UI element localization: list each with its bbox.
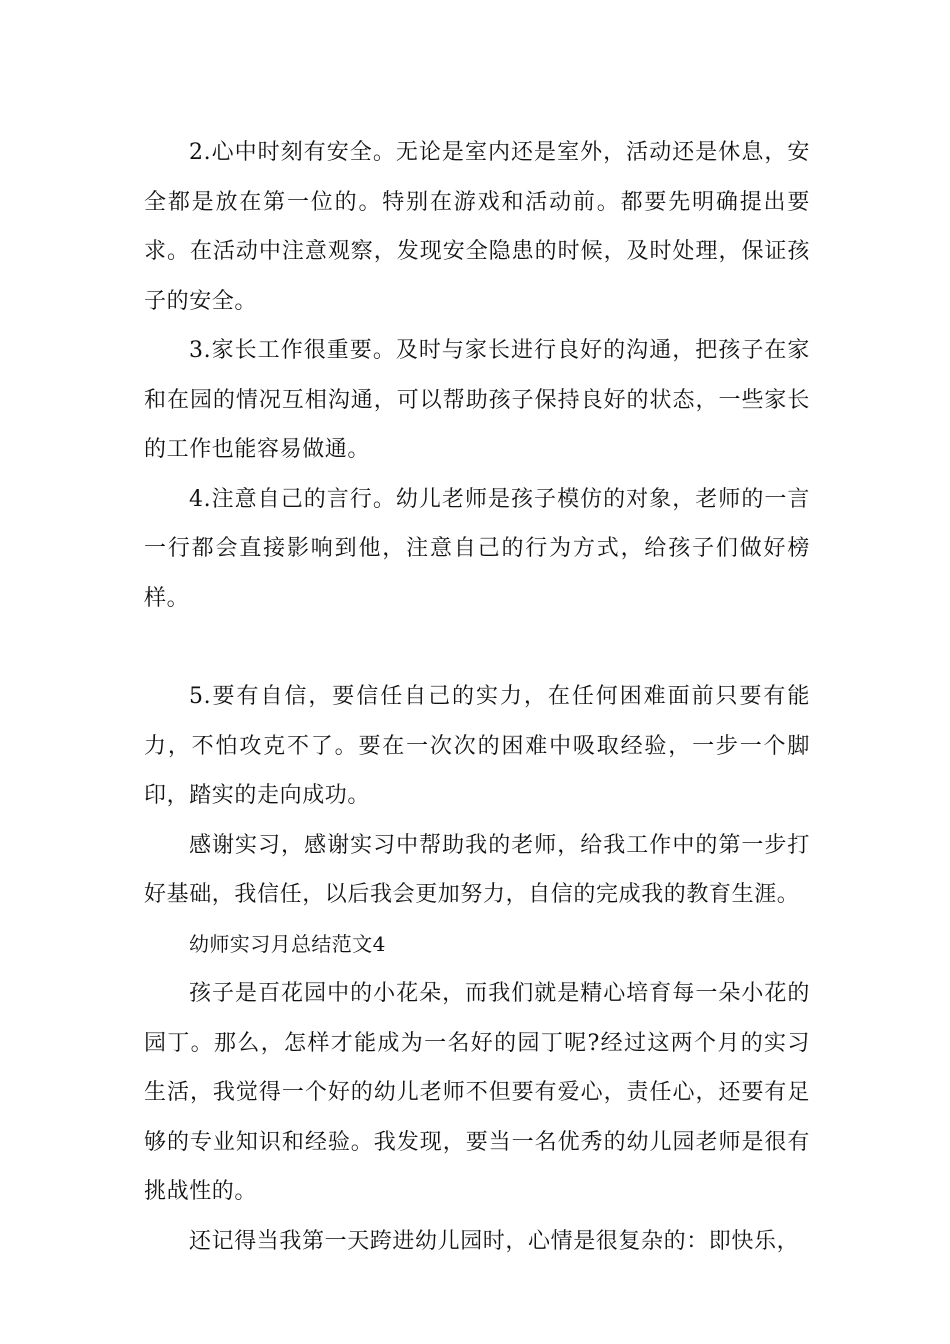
paragraph-gardener: 孩子是百花园中的小花朵，而我们就是精心培育每一朵小花的园丁。那么，怎样才能成为一名好的园丁呢?经过这两个月的实习生活，我觉得一个好的幼儿老师不但要有爱心，责任心，还要有足够的专业知识和经验。我发现，要当一名优秀的幼儿园老师是很有挑战性的。 xyxy=(144,981,810,1204)
paragraph-conduct: 4.注意自己的言行。幼儿老师是孩子模仿的对象，老师的一言一行都会直接影响到他，注意自己的行为方式，给孩子们做好榜样。 xyxy=(144,486,810,611)
section-heading: 幼师实习月总结范文4 xyxy=(189,931,386,956)
paragraph-spacer xyxy=(144,623,810,672)
paragraph-thanks: 感谢实习，感谢实习中帮助我的老师，给我工作中的第一步打好基础，我信任，以后我会更加努力，自信的完成我的教育生涯。 xyxy=(144,832,810,907)
paragraph-parents: 3.家长工作很重要。及时与家长进行良好的沟通，把孩子在家和在园的情况互相沟通，可以帮助孩子保持良好的状态，一些家长的工作也能容易做通。 xyxy=(144,338,810,462)
paragraph-safety: 2.心中时刻有安全。无论是室内还是室外，活动还是休息，安全都是放在第一位的。特别在游戏和活动前。都要先明确提出要求。在活动中注意观察，发现安全隐患的时候，及时处理，保证孩子的安全。 xyxy=(144,140,810,314)
paragraph-first-day: 还记得当我第一天跨进幼儿园时，心情是很复杂的：即快乐， xyxy=(189,1228,800,1254)
paragraph-confidence: 5.要有自信，要信任自己的实力，在任何困难面前只要有能力，不怕攻克不了。要在一次次的困难中吸取经验，一步一个脚印，踏实的走向成功。 xyxy=(144,684,810,808)
document-body xyxy=(144,128,810,1266)
